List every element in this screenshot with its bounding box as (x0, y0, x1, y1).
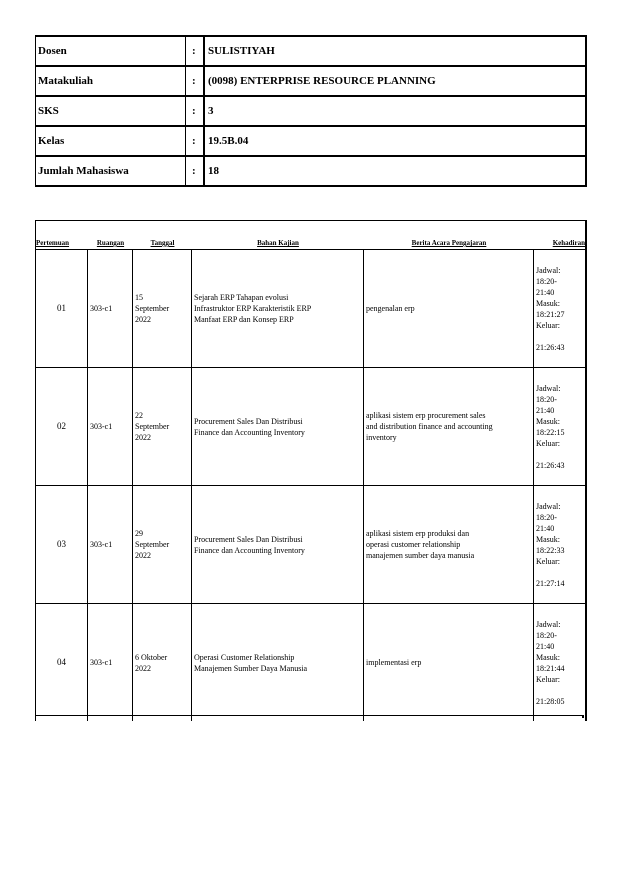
schedule-line: 21:40 (536, 287, 555, 297)
topic-line: Manfaat ERP dan Konsep ERP (194, 315, 294, 324)
cell-bahan-kajian (192, 604, 364, 721)
date-line: 2022 (135, 315, 151, 324)
date-line: September (135, 422, 170, 431)
info-row-kelas (36, 127, 585, 157)
report-line: aplikasi sistem erp procurement sales (366, 411, 486, 420)
info-label: Jumlah Mahasiswa (36, 157, 186, 185)
cell-bahan-kajian (192, 250, 364, 367)
report-line: inventory (366, 433, 397, 442)
date-line: 2022 (135, 663, 151, 673)
cell-ruangan (88, 368, 133, 485)
topic-line-lines (194, 652, 307, 674)
table-body (36, 250, 585, 721)
info-colon: : (186, 37, 205, 65)
schedule-line: 21:40 (536, 405, 555, 415)
schedule-line: Jadwal: (536, 383, 561, 393)
session-number: 02 (57, 421, 66, 431)
check-out-label: Keluar: (536, 438, 560, 448)
cell-ruangan (88, 486, 133, 603)
topic-line: Manajemen Sumber Daya Manusia (194, 663, 308, 673)
room: 303-c1 (90, 658, 113, 667)
header-kehadiran: Kehadiran (552, 239, 585, 247)
info-label: Dosen (36, 37, 186, 65)
cell-berita-acara (364, 486, 534, 603)
schedule-line: 18:20- (536, 276, 557, 286)
header-berita-acara: Berita Acara Pengajaran (411, 239, 487, 247)
cell-bahan-kajian (192, 486, 364, 603)
info-label: SKS (36, 97, 186, 125)
check-out-label: Keluar: (536, 674, 560, 684)
report-line: aplikasi sistem erp produksi dan (366, 529, 470, 538)
session-number: 04 (57, 657, 66, 667)
class-code: 19.5B.04 (208, 135, 249, 147)
table-row (36, 486, 585, 604)
info-row-sks (36, 97, 585, 127)
date-line-lines (135, 292, 169, 325)
table-row (36, 604, 585, 721)
header-bahan-kajian: Bahan Kajian (257, 239, 299, 247)
cell-bahan-kajian (192, 368, 364, 485)
report-line-lines (366, 410, 493, 443)
schedule-line: Jadwal: (536, 265, 561, 275)
topic-line: Finance dan Accounting Inventory (194, 427, 305, 437)
topic-line-lines (194, 534, 305, 556)
date-line: 2022 (135, 551, 151, 560)
report-line: implementasi erp (366, 658, 422, 667)
session-number: 01 (57, 303, 66, 313)
info-colon: : (186, 97, 205, 125)
report-line: operasi customer relationship (366, 540, 461, 549)
cell-pertemuan (36, 486, 88, 603)
check-in-line: 18:21:27 (536, 309, 565, 319)
topic-line: Infrastruktor ERP Karakteristik ERP (194, 304, 312, 313)
cell-kehadiran (534, 486, 585, 603)
header-pertemuan: Pertemuan (36, 239, 70, 247)
date-line: 2022 (135, 433, 151, 442)
cell-tanggal (133, 604, 192, 721)
info-label: Matakuliah (36, 67, 186, 95)
info-colon: : (186, 157, 205, 185)
table-continuation (35, 715, 584, 718)
check-out-time: 21:27:14 (536, 578, 565, 588)
report-line: pengenalan erp (366, 304, 415, 313)
credit-units: 3 (208, 105, 214, 117)
check-out-label: Keluar: (536, 556, 560, 566)
cell-berita-acara (364, 250, 534, 367)
cell-pertemuan (36, 604, 88, 721)
topic-line: Operasi Customer Relationship (194, 652, 295, 662)
sessions-table (35, 220, 587, 721)
info-row-matakuliah (36, 67, 585, 97)
cell-ruangan (88, 604, 133, 721)
cell-ruangan (88, 250, 133, 367)
check-in-line: Masuk: (536, 416, 560, 426)
cell-berita-acara (364, 368, 534, 485)
check-out-time: 21:28:05 (536, 696, 565, 706)
date-line: 15 (135, 293, 143, 302)
schedule-line: 21:40 (536, 523, 555, 533)
schedule-line: 18:20- (536, 394, 557, 404)
cell-berita-acara (364, 604, 534, 721)
check-out-label: Keluar: (536, 320, 560, 330)
info-colon: : (186, 127, 205, 155)
schedule-line: Jadwal: (536, 501, 561, 511)
info-row-dosen (36, 37, 585, 67)
cell-kehadiran (534, 250, 585, 367)
cell-kehadiran (534, 368, 585, 485)
date-line: September (135, 540, 170, 549)
check-in-line: Masuk: (536, 298, 560, 308)
date-line: 6 Oktober (135, 652, 168, 662)
check-in-line: 18:21:44 (536, 663, 565, 673)
topic-line-lines (194, 292, 311, 325)
cell-tanggal (133, 250, 192, 367)
report-line-lines (366, 303, 415, 314)
table-header (36, 221, 585, 250)
check-out-time: 21:26:43 (536, 460, 565, 470)
lecturer-name: SULISTIYAH (208, 45, 275, 57)
schedule-line: Jadwal: (536, 619, 561, 629)
topic-line: Finance dan Accounting Inventory (194, 545, 305, 555)
check-in-line: Masuk: (536, 652, 560, 662)
date-line-lines (135, 652, 167, 674)
info-label: Kelas (36, 127, 186, 155)
cell-pertemuan (36, 368, 88, 485)
date-line-lines (135, 528, 169, 561)
cell-tanggal (133, 368, 192, 485)
topic-line-lines (194, 416, 305, 438)
table-row (36, 250, 585, 368)
report-line: and distribution finance and accounting (366, 422, 493, 431)
topic-line: Procurement Sales Dan Distribusi (194, 416, 303, 426)
schedule-line: 18:20- (536, 630, 557, 640)
date-line: September (135, 304, 170, 313)
header-ruangan: Ruangan (96, 239, 125, 247)
schedule-line: 18:20- (536, 512, 557, 522)
check-in-line: Masuk: (536, 534, 560, 544)
topic-line: Sejarah ERP Tahapan evolusi (194, 293, 289, 302)
date-line-lines (135, 410, 169, 443)
check-out-time: 21:26:43 (536, 342, 565, 352)
cell-kehadiran (534, 604, 585, 721)
report-line: manajemen sumber daya manusia (366, 551, 475, 560)
header-tanggal: Tanggal (150, 239, 175, 247)
report-line-lines (366, 528, 474, 561)
course-name: (0098) ENTERPRISE RESOURCE PLANNING (208, 75, 436, 87)
date-line: 22 (135, 411, 143, 420)
info-colon: : (186, 67, 205, 95)
table-row (36, 368, 585, 486)
schedule-line: 21:40 (536, 641, 555, 651)
topic-line: Procurement Sales Dan Distribusi (194, 534, 303, 544)
check-in-line: 18:22:33 (536, 545, 565, 555)
date-line: 29 (135, 529, 143, 538)
room: 303-c1 (90, 540, 113, 549)
check-in-line: 18:22:15 (536, 427, 565, 437)
room: 303-c1 (90, 304, 113, 313)
report-line-lines (366, 657, 421, 668)
session-number: 03 (57, 539, 66, 549)
info-row-jumlah (36, 157, 585, 185)
course-info-table (35, 35, 587, 187)
student-count: 18 (208, 165, 219, 177)
room: 303-c1 (90, 422, 113, 431)
cell-tanggal (133, 486, 192, 603)
cell-pertemuan (36, 250, 88, 367)
